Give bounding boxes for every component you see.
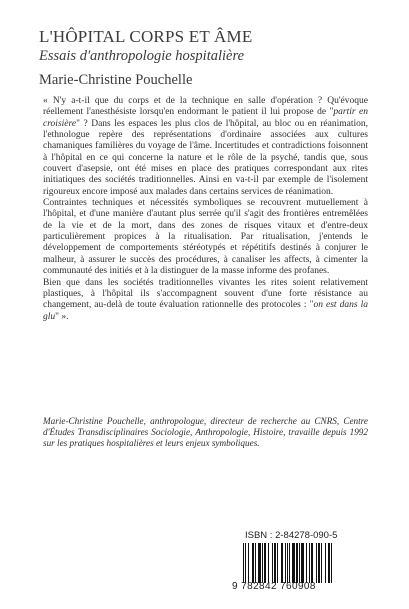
quote-partir-en-croisiere: partir en croisière — [43, 107, 369, 129]
author-bio: Marie-Christine Pouchelle, anthropologue, directeur de recherche au CNRS, Centre d'Études Transdisciplinaires Sociologie, Anthropologie, Histoire, travaille depuis 1992 sur les pratiques hospitalières et leurs enjeux symboliques. — [43, 416, 368, 449]
blurb-p1-start: « N'y a-t-il que du corps et de la technique en salle d'opération ? Qu'évoque réellement l'anesthésiste lorsqu'en endormant le patient il lui propose de " — [43, 96, 368, 118]
barcode-image — [243, 543, 375, 583]
blurb-p3-end: " ». — [55, 311, 69, 322]
blurb-paragraph-2: Contraintes techniques et nécessités symboliques se recouvrent mutuellement à l'hôpital, et d'une manière d'autant plus serrée qu'il s'agit des frontières entremêlées de la vie et de la mort, dans des zones de risques vitaux et d'entre-deux particulièrement propices à la ritualisation. Par ritualisation, j'entends le développement de comportements stéréotypés et répétitifs destinés à conjurer le malheur, à assurer le succès des procédures, à canaliser les affects, à cimenter la communauté des initiés et à la distinguer de la masse informe des profanes. — [43, 198, 368, 277]
blurb-paragraph-3 — [43, 278, 368, 323]
blurb-paragraph-1 — [43, 96, 368, 198]
quote-on-est-dans-la-glu: on est dans la glu — [43, 300, 368, 322]
isbn-label: ISBN : 2-84278-090-5 — [245, 530, 338, 541]
blurb — [43, 96, 368, 323]
book-title: L'HÔPITAL CORPS ET ÂME — [39, 27, 253, 46]
blurb-p3-start: Bien que dans les sociétés traditionnelles vivantes les rites soient relativement plastiques, à l'hôpital ils s'accompagnent souvent d'une forte résistance au changement, au-delà de toute évaluation rationnelle des protocoles : " — [43, 277, 368, 311]
author-name: Marie-Christine Pouchelle — [39, 72, 193, 88]
barcode-number: 9 782842 760908 — [232, 581, 316, 592]
blurb-p1-end: " ? Dans les espaces les plus clos de l'hôpital, au bloc ou en réanimation, l'ethnologue repère des représentations d'ordinaire associées aux cultures chamaniques familières du voyage de l'âme. Incertitudes et contradictions foisonnent à l'hôpital en ce qui concerne la nature et le rôle de la psyché, tandis que, sous couvert d'asepsie, ont été mises en place des pratiques correspondant aux rites initiatiques des sociétés traditionnelles. Ainsi en va-t-il par exemple de l'isolement rigoureux encore imposé aux malades dans certains services de réanimation. — [43, 118, 368, 197]
book-subtitle: Essais d'anthropologie hospitalière — [39, 48, 245, 64]
